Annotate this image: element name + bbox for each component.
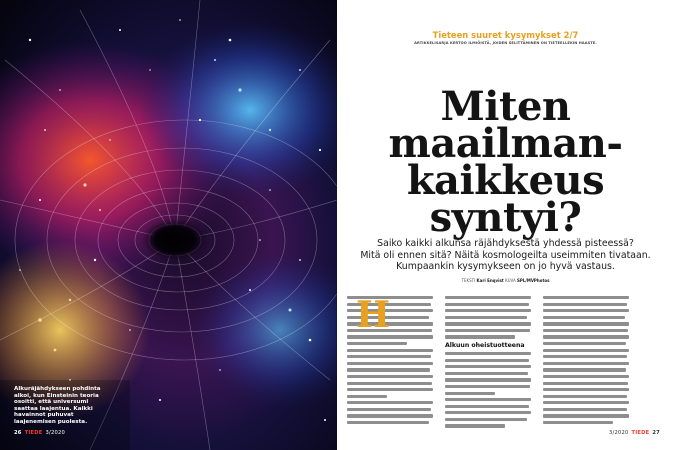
headline (337, 83, 674, 241)
issue-right: 3/2020 (609, 430, 629, 436)
issue-left: 3/2020 (45, 430, 65, 436)
page-number-left: 26 (14, 430, 22, 436)
body-column-3 (543, 296, 629, 428)
headline-line: kaikkeus (406, 157, 605, 204)
left-page-footer (14, 430, 65, 436)
page-number-right: 27 (652, 430, 660, 436)
right-page (337, 0, 674, 450)
credit-photo: SPL/MVPhotos (517, 278, 550, 283)
credit-text-label: TEKSTI (461, 278, 476, 283)
section-subhead: Alkuun oheistuotteena (445, 342, 525, 350)
right-page-footer (609, 430, 660, 436)
byline (337, 278, 674, 283)
deck-line: Saiko kaikki alkunsa räjähdyksestä yhdessä pisteessä? (377, 238, 634, 249)
headline-line: syntyi? (429, 194, 582, 241)
headline-line: maailman- (388, 120, 623, 167)
headline-line: Miten (440, 83, 571, 130)
body-column-2 (445, 296, 531, 431)
magazine-brand-left: TIEDE (24, 430, 43, 436)
magazine-brand-right: TIEDE (631, 430, 650, 436)
deck (337, 238, 674, 273)
series-subtitle: ARTIKKELISARJA KERTOO ILMIÖISTÄ, JOIDEN SELITTÄMINEN ON TIETEELLEKIN HAASTE. (414, 41, 597, 45)
deck-line: Kumpaankin kysymykseen on jo hyvä vastaus. (396, 261, 615, 273)
credit-photo-label: KUVA (505, 278, 516, 283)
image-caption: Alkuräjähdykseen pohdinta alkoi, kun Einsteinin teoria osoitti, että universumi saattaa laajentua. Kaikki havainnot puhuvat laajenemisen puolesta. (14, 386, 101, 425)
deck-line: Mitä oli ennen sitä? Näitä kosmologeilta useimmiten tivataan. (360, 249, 651, 261)
drop-cap: H (356, 294, 391, 336)
credit-author: Kari Enqvist (476, 278, 504, 283)
series-title: Tieteen suuret kysymykset 2/7 (432, 30, 579, 40)
